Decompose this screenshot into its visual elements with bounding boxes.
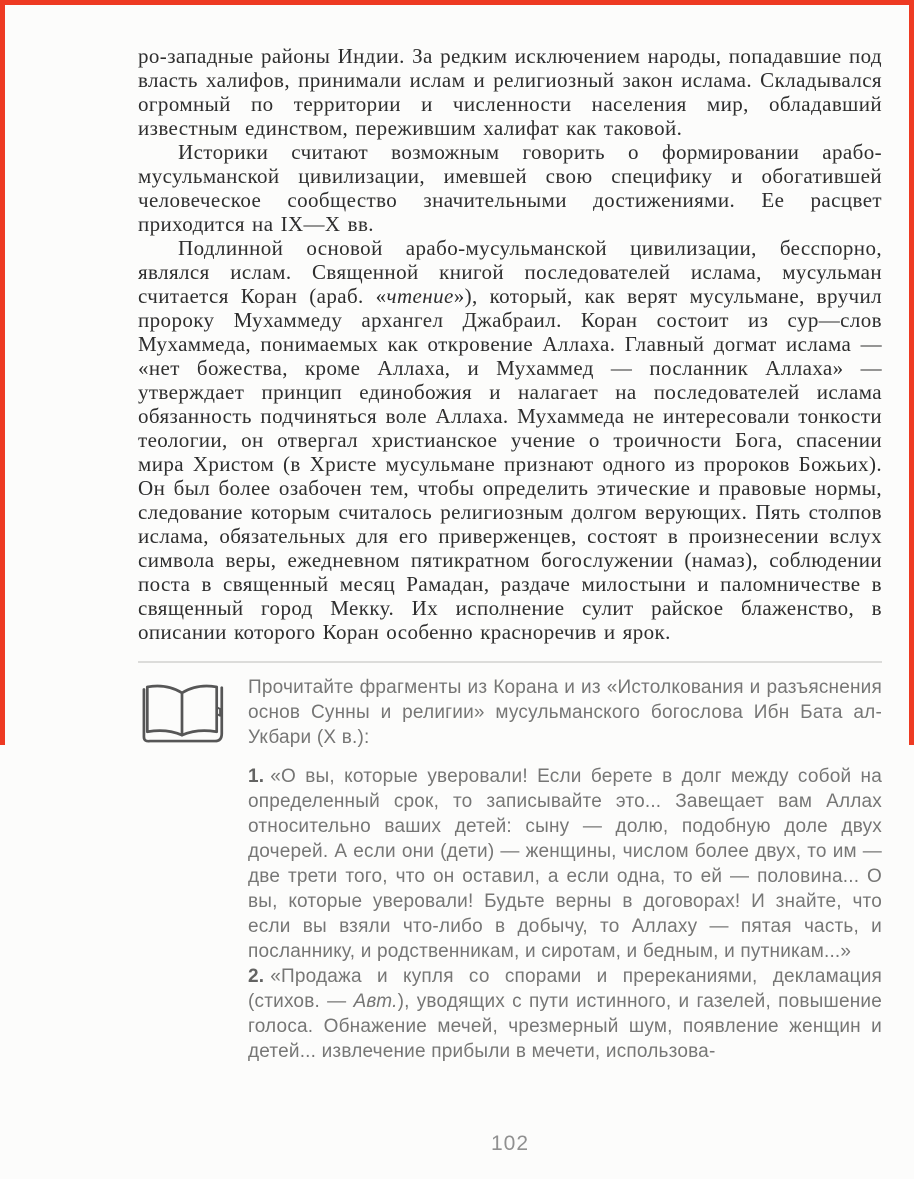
section-divider bbox=[138, 661, 882, 663]
body-paragraph-islam-basis bbox=[138, 236, 882, 644]
reading-instruction: Прочитайте фрагменты из Корана и из «Истолкования и разъяснения основ Сунны и религии» мусульманского богослова Ибн Бата ал-Укбари (X в.): bbox=[248, 677, 882, 748]
excerpt-2-text-segment: ), уводящих с пути истинного, и газелей, повышение голоса. Обнажение мечей, чрезмерный шум, появление женщин и детей... извлечение прибыли в мечети, использова- bbox=[248, 991, 882, 1062]
paragraph-text-segment: Подлинной основой арабо-мусульманской цивилизации, бесспорно, являлся ислам. Священной книгой последователей ислама, мусульман считается Коран (араб. « bbox=[138, 236, 882, 308]
scan-edge-left bbox=[0, 0, 5, 745]
paragraph-text-segment: »), который, как верят мусульмане, вручил пророку Мухаммеду архангел Джабраил. Коран состоит из сур—слов Мухаммеда, понимаемых как откровение Аллаха. Главный догмат ислама — «нет божества, кроме Аллаха, и Мухаммед — посланник Аллаха» — утверждает принцип единобожия и налагает на последователей ислама обязанность подчиняться воле Аллаха. Мухаммеда не интересовали тонкости теологии, он отвергал христианское учение о троичности Бога, спасении мира Христом (в Христе мусульмане признают одного из пророков Божьих). Он был более озабочен тем, чтобы определить этические и правовые нормы, следование которым считалось религиозным долгом верующих. Пять столпов ислама, обязательных для его приверженцев, состоят в произнесении вслух символа веры, ежедневном пятикратном богослужении (намаз), соблюдении поста в священный месяц Рамадан, раздаче милостыни и паломничестве в священный город Мекку. Их исполнение сулит райское блаженство, в описании которого Коран особенно красноречив и ярок. bbox=[138, 284, 882, 644]
excerpt-2 bbox=[248, 964, 882, 1064]
excerpt-2-italic-term: Авт. bbox=[353, 991, 398, 1012]
excerpt-1-text: «О вы, которые уверовали! Если берете в долг между собой на определенный срок, то записывайте это... Завещает вам Аллах относительно ваших детей: сыну — долю, подобную доле двух дочерей. А если они (дети) — женщины, числом более двух, то им — две трети того, что он оставил, а если одна, то ей — половина... О вы, которые уверовали! Будьте верны в договорах! И знайте, что если вы взяли что-либо в добычу, то Аллаху — пятая часть, и посланнику, и родственникам, и сиротам, и бедным, и путникам...» bbox=[248, 766, 882, 962]
italic-term: чтение bbox=[386, 284, 454, 308]
scan-edge-top bbox=[0, 0, 914, 5]
scan-edge-right bbox=[909, 0, 914, 745]
excerpt-2-number: 2. bbox=[248, 966, 265, 987]
page-number: 102 bbox=[490, 1132, 530, 1155]
body-paragraph-historians: Историки считают возможным говорить о формировании арабо-мусульманской цивилизации, имевшей свою специфику и обогатившей человеческое сообщество значительными достижениями. Ее расцвет приходится на IX—X вв. bbox=[138, 140, 882, 236]
reading-text-column bbox=[248, 675, 882, 1064]
main-text-block bbox=[138, 44, 882, 1064]
excerpt-1 bbox=[248, 764, 882, 964]
excerpt-1-number: 1. bbox=[248, 766, 265, 787]
reading-icon-column bbox=[138, 675, 228, 755]
excerpt-2-text-segment: «Продажа и купля со спорами и пререканиями, декламация (стихов. — bbox=[248, 966, 882, 1012]
reading-exercise-section bbox=[138, 675, 882, 1064]
open-book-icon bbox=[138, 678, 226, 750]
body-paragraph-continuation: ро-западные районы Индии. За редким исключением народы, попадавшие под власть халифов, принимали ислам и религиозный закон ислама. Складывался огромный по территории и численности населения мир, обладавший известным единством, пережившим халифат как таковой. bbox=[138, 44, 882, 140]
